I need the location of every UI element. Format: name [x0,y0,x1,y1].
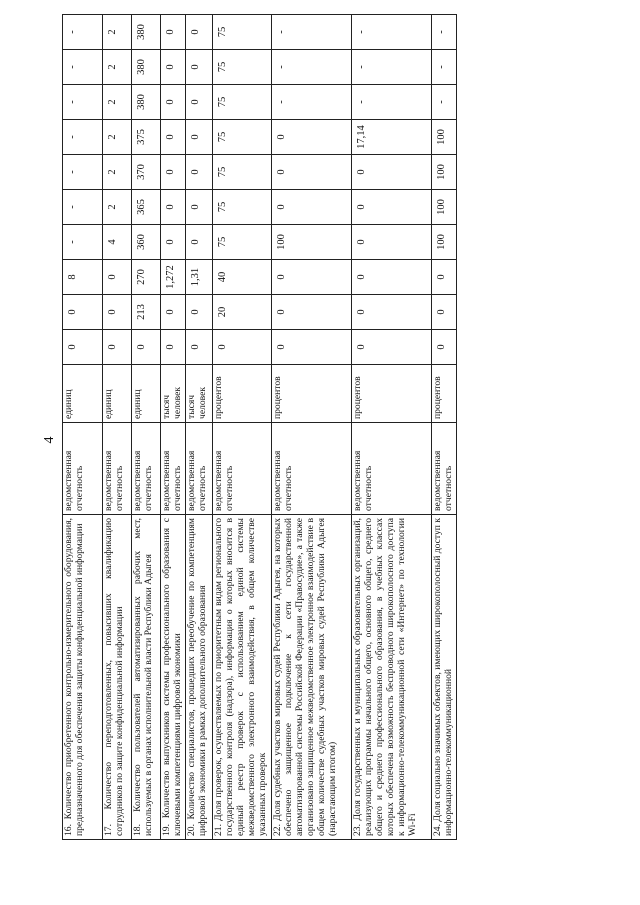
source-cell: ведомственная отчетность [213,423,272,515]
value-cell: 0 [161,330,186,365]
value-cell: 75 [213,50,272,85]
indicator-name-cell: 18. Количество пользователей автоматизированных рабочих мест, используемых в органах исполнительной власти Республики Адыгея [132,515,161,840]
unit-cell: единиц [63,365,103,423]
value-cell: 380 [132,50,161,85]
value-cell: 8 [63,260,103,295]
value-cell: 20 [213,295,272,330]
value-cell: 2 [103,15,132,50]
value-cell: 0 [432,260,457,295]
value-cell: 0 [272,190,352,225]
value-cell: 100 [272,225,352,260]
value-cell: - [63,120,103,155]
value-cell: 0 [272,260,352,295]
table-row [432,15,457,840]
source-cell: ведомственная отчетность [103,423,132,515]
value-cell: - [63,50,103,85]
value-cell: 0 [352,155,432,190]
indicator-name-cell: 22. Доля судебных участков мировых судей Республики Адыгея, на которых обеспечено защищенное подключение к сети государственной автоматизированной системы Российской Федерации «Правосудие», а также организовано защищенное межведомственное электронное взаимодействие в общем количестве судебных участков мировых судей Республики Адыгея (нарастающим итогом) [272,515,352,840]
value-cell: 0 [132,330,161,365]
value-cell: 2 [103,155,132,190]
indicator-name-cell: 23. Доля государственных и муниципальных образовательных организаций, реализующих программы начального общего, основного общего, среднего общего и среднего профессионального образования, в учебных классах которых обеспечена возможность беспроводного широкополосного доступа к информационно-телекоммуникационной сети «Интернет» по технологии Wi-Fi [352,515,432,840]
value-cell: 75 [213,120,272,155]
value-cell: 1,31 [186,260,213,295]
value-cell: 75 [213,155,272,190]
value-cell: 0 [186,50,213,85]
value-cell: - [272,85,352,120]
source-cell: ведомственная отчетность [161,423,186,515]
value-cell: 213 [132,295,161,330]
value-cell: 1,272 [161,260,186,295]
table-row [186,15,213,840]
indicator-name-cell: 19. Количество выпускников системы профессионального образования с ключевыми компетенциями цифровой экономики [161,515,186,840]
value-cell: 380 [132,85,161,120]
value-cell: 40 [213,260,272,295]
table-row [213,15,272,840]
value-cell: 0 [161,50,186,85]
value-cell: - [63,15,103,50]
value-cell: - [352,15,432,50]
value-cell: 0 [103,260,132,295]
value-cell: - [63,155,103,190]
value-cell: 0 [272,155,352,190]
unit-cell: процентов [272,365,352,423]
value-cell: 100 [432,155,457,190]
value-cell: 0 [432,295,457,330]
value-cell: 0 [186,155,213,190]
value-cell: 75 [213,85,272,120]
table-row [272,15,352,840]
value-cell: 0 [272,295,352,330]
value-cell: 0 [161,15,186,50]
value-cell: 0 [272,120,352,155]
indicators-table [62,14,457,840]
value-cell: - [432,15,457,50]
indicator-name-cell: 17. Количество переподготовленных, повысивших квалификацию сотрудников по защите конфиденциальной информации [103,515,132,840]
page-number: 4 [42,436,57,444]
value-cell: 0 [213,330,272,365]
value-cell: 270 [132,260,161,295]
value-cell: 0 [103,295,132,330]
value-cell: - [272,50,352,85]
value-cell: 365 [132,190,161,225]
value-cell: 0 [161,155,186,190]
table-row [352,15,432,840]
value-cell: 0 [186,85,213,120]
value-cell: 75 [213,190,272,225]
value-cell: 0 [63,330,103,365]
value-cell: 0 [352,225,432,260]
value-cell: 0 [161,225,186,260]
value-cell: 100 [432,190,457,225]
value-cell: 375 [132,120,161,155]
indicator-name-cell: 24. Доля социально значимых объектов, имеющих широкополосный доступ к информационно-телекоммуникационной [432,515,457,840]
unit-cell: процентов [432,365,457,423]
value-cell: - [63,190,103,225]
value-cell: 0 [186,190,213,225]
value-cell: 0 [186,15,213,50]
value-cell: 75 [213,225,272,260]
value-cell: 0 [186,295,213,330]
value-cell: - [352,85,432,120]
value-cell: 0 [352,190,432,225]
unit-cell: единиц [103,365,132,423]
value-cell: 0 [186,120,213,155]
value-cell: - [63,85,103,120]
value-cell: 2 [103,190,132,225]
value-cell: 380 [132,15,161,50]
indicator-name-cell: 16. Количество приобретенного контрольно-измерительного оборудования, предназначенного для обеспечения защиты конфиденциальной информации [63,515,103,840]
unit-cell: тысяч человек [186,365,213,423]
value-cell: 17,14 [352,120,432,155]
source-cell: ведомственная отчетность [63,423,103,515]
table-row [161,15,186,840]
value-cell: 0 [352,260,432,295]
value-cell: - [352,50,432,85]
value-cell: - [63,225,103,260]
source-cell: ведомственная отчетность [352,423,432,515]
table-row [103,15,132,840]
value-cell: 0 [352,330,432,365]
value-cell: 0 [161,85,186,120]
indicator-name-cell: 20. Количество специалистов, прошедших переобучение по компетенциям цифровой экономики в рамках дополнительного образования [186,515,213,840]
source-cell: ведомственная отчетность [432,423,457,515]
source-cell: ведомственная отчетность [132,423,161,515]
value-cell: 100 [432,225,457,260]
source-cell: ведомственная отчетность [186,423,213,515]
unit-cell: тысяч человек [161,365,186,423]
value-cell: 0 [103,330,132,365]
value-cell: - [432,85,457,120]
value-cell: 0 [352,295,432,330]
value-cell: 0 [186,225,213,260]
table-row [132,15,161,840]
indicator-name-cell: 21. Доля проверок, осуществляемых по приоритетным видам регионального государственного контроля (надзора), информация о которых вносится в единый реестр проверок с использованием единой системы межведомственного электронного взаимодействия, в общем количестве указанных проверок [213,515,272,840]
value-cell: 0 [161,190,186,225]
value-cell: 360 [132,225,161,260]
value-cell: 0 [63,295,103,330]
value-cell: 2 [103,50,132,85]
value-cell: 370 [132,155,161,190]
value-cell: 2 [103,85,132,120]
unit-cell: процентов [213,365,272,423]
value-cell: 0 [186,330,213,365]
value-cell: 2 [103,120,132,155]
value-cell: - [432,50,457,85]
table-row [63,15,103,840]
value-cell: 0 [272,330,352,365]
unit-cell: процентов [352,365,432,423]
value-cell: 100 [432,120,457,155]
value-cell: 0 [161,295,186,330]
rotated-table-container [62,15,582,840]
unit-cell: единиц [132,365,161,423]
value-cell: 0 [432,330,457,365]
value-cell: - [272,15,352,50]
value-cell: 0 [161,120,186,155]
value-cell: 4 [103,225,132,260]
value-cell: 75 [213,15,272,50]
source-cell: ведомственная отчетность [272,423,352,515]
